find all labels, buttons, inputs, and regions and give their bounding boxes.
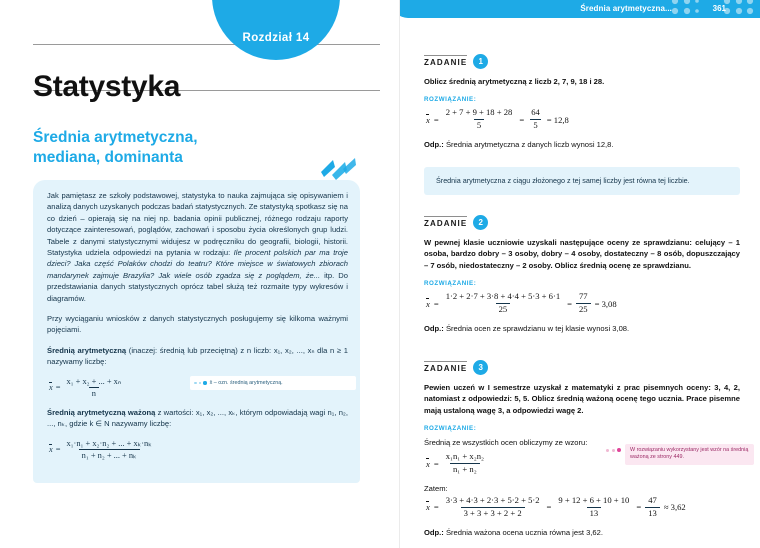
task-2-eq-2: = [567,298,572,309]
task-2-number-badge: 2 [473,215,488,230]
task-3-den-1: 3 + 3 + 3 + 2 + 2 [461,507,525,519]
task-2-answer [424,323,740,334]
formula-mean-lhs: x [49,383,53,393]
task-2-answer-text: Średnia ocen ze sprawdzianu w tej klasie wynosi 3,08. [443,323,630,333]
task-1-fraction-2 [528,108,543,131]
task-2-den-1: 25 [496,303,511,315]
task-3-formula-lhs: x [426,458,430,469]
task-2 [424,213,740,334]
task-1-eq-2: = [519,114,525,125]
task-3-solution-label: ROZWIĄZANIE: [424,425,477,433]
task-3-num-3: 47 [648,494,657,505]
task-2-eq-1: = [433,298,439,309]
task-3-answer-text: Średnia ważona ocena ucznia równa jest 3,62. [443,527,603,537]
definition-mean-term: Średnią arytmetyczną [47,345,127,355]
arrow-decoration-icon [318,150,360,184]
task-1-header [424,52,740,69]
chapter-badge [212,0,340,60]
task-2-calc-lhs: x [426,298,430,309]
pink-note-text: W rozwiązaniu wykorzystany jest wzór na średnią ważoną ze strony 449. [625,444,754,465]
task-1-eq-1: = [433,114,439,125]
task-2-result: = 3,08 [594,298,617,309]
running-header-title: Średnia arytmetyczna... [580,4,672,13]
task-3-lead-in: Średnią ze wszystkich ocen obliczymy ze wzoru: [424,438,588,448]
task-1-answer-label: Odp.: [424,140,444,150]
section-title [33,128,283,168]
task-1-calculation [426,108,740,131]
formula-mean-numerator: x₁ + x₂ + ... + xₙ [66,376,122,386]
task-3-calculation [426,496,740,519]
task-2-num-1: 1·2 + 2·7 + 3·8 + 4·4 + 5·3 + 6·1 [445,291,561,302]
task-1-answer [424,139,740,150]
section-title-line1: Średnia arytmetyczna, [33,129,198,146]
task-3-eq-3: = [636,502,642,513]
page-title: Statystyka [33,70,181,104]
task-1-num-1: 2 + 7 + 9 + 18 + 28 [445,107,513,118]
task-2-solution-label: ROZWIĄZANIE: [424,280,477,288]
task-1-label: ZADANIE [424,55,467,67]
definition-weighted-term: Średnią arytmetyczną ważoną [47,408,156,417]
intro-paragraph-2: Przy wyciąganiu wniosków z danych statystycznych posługujemy się kilkoma ważnymi pojęciami. [47,314,348,335]
task-3-answer-label: Odp.: [424,527,444,537]
margin-note-pink [606,444,754,465]
task-3-eq-1: = [433,502,439,513]
task-2-label: ZADANIE [424,216,467,228]
task-3-den-3: 13 [645,507,660,519]
task-2-calculation [426,292,740,315]
task-2-question: W pewnej klasie uczniowie uzyskali następujące oceny ze sprawdzianu: celujący – 1 osoba, bardzo dobry – 3 osoby, dobry – 4 osoby, dostateczny – 8 osób, dopuszczający – 7 osób, niedostateczny – 2 osoby. Oblicz średnią ocenę ze sprawdzianu. [424,238,740,270]
right-page [400,0,760,548]
task-3-fraction-2 [555,496,632,519]
title-rule-top [33,44,380,45]
task-3-calc-lhs: x [426,502,430,513]
task-3-answer [424,527,740,538]
task-3-formula-num: x₁n₁ + x₂n₂ [445,451,485,462]
task-3-header [424,358,740,375]
note-dots-icon [194,381,207,384]
side-note-text: x̄ – ozn. średnią arytmetyczną. [209,380,283,386]
task-2-header [424,213,740,230]
definition-mean [47,345,348,368]
definition-weighted-mean [47,407,348,430]
formula-weighted-mean [49,439,348,461]
chapter-label: Rozdział 14 [242,32,310,44]
task-1-number-badge: 1 [473,54,488,69]
task-1-fraction-1 [443,108,516,131]
task-2-den-2: 25 [576,303,591,315]
pink-note-dots-icon [606,444,621,452]
task-2-num-2: 77 [579,291,588,302]
info-box: Średnia arytmetyczna z ciągu złożonego z tej samej liczby jest równa tej liczbie. [424,167,740,195]
side-note-chip [190,376,356,390]
task-1-result: = 12,8 [546,114,569,125]
task-2-fraction-1 [443,292,563,315]
task-3-formula-eq: = [433,458,439,469]
task-3-result: ≈ 3,62 [663,502,686,513]
definition-mean-rest: (inaczej: średnią lub przeciętną) z n liczb: x₁, x₂, ..., xₙ dla n ≥ 1 nazywamy liczbę: [47,345,348,367]
task-3-formula-fraction [443,452,487,475]
running-header [400,0,760,18]
task-3-num-2: 9 + 12 + 6 + 10 + 10 [558,494,630,505]
task-3-formula-den: n₁ + n₂ [450,463,480,475]
formula-weighted-fraction [63,439,154,461]
intro-p1-italic: Ile procent polskich par ma troje dzieci? Jaka część Polaków chodzi do teatru? Które miejsce w światowych zbiorach mandarynek zajmuje Brazylia? Jak wiele osób zgadza się z poglądem, że... [47,248,348,280]
task-1-num-2: 64 [531,107,540,118]
task-3-num-1: 3·3 + 4·3 + 2·3 + 5·2 + 5·2 [445,494,540,505]
section-title-line2: mediana, dominanta [33,149,183,166]
formula-mean-equals: = [55,383,61,393]
task-3-eq-2: = [546,502,552,513]
task-2-fraction-2 [576,292,591,315]
formula-mean-denominator: n [89,387,99,399]
task-1-answer-text: Średnia arytmetyczna z danych liczb wynosi 12,8. [443,140,614,150]
task-1-calc-lhs: x [426,114,430,125]
task-1-solution-label: ROZWIĄZANIE: [424,96,477,104]
task-3-label: ZADANIE [424,361,467,373]
task-1-den-2: 5 [530,119,540,131]
formula-weighted-equals: = [55,445,61,455]
task-1 [424,52,740,150]
formula-weighted-numerator: x₁·n₁ + x₂·n₂ + ... + xₖ·nₖ [66,438,152,448]
formula-weighted-lhs: x [49,445,53,455]
task-1-question: Oblicz średnią arytmetyczną z liczb 2, 7, 9, 18 i 28. [424,77,605,86]
intro-p1-main: Jak pamiętasz ze szkoły podstawowej, statystyka to nauka zajmująca się opisywaniem i analizą danych uzyskanych podczas badań statystycznych. Ze statystyką spotkasz się na co dzień – opierają się na niej np. badania opinii publicznej, różnego rodzaju raporty dotyczące zainteresowań, poglądów, zachowań i sposobu życia określonych grup ludzi. Tabele z danymi statystycznymi widujesz w podręczniku do geografii, biologii, historii. Statystyka udziela odpowiedzi na pytania w rodzaju: [47,191,348,258]
task-3-fraction-3 [645,496,660,519]
task-3-den-2: 13 [587,507,602,519]
intro-blue-card [33,180,360,483]
task-3-question: Pewien uczeń w I semestrze uzyskał z matematyki z prac pisemnych oceny: 3, 4, 2, natomiast z odpowiedzi: 5, 5. Oblicz średnią ważoną ocenę tego ucznia. Prace pisemne mają ustaloną wagę 3, a odpowiedzi wagę 2. [424,383,740,415]
intro-p1-tail: itp. Do przedstawiania danych statystycznych oprócz tabel służą też rozmaite typy wykresów i diagramów. [47,270,348,303]
formula-mean-fraction [63,377,124,399]
page-number: 361 [712,3,726,13]
definition-weighted-rest: z wartości: x₁, x₂, ..., xₖ, którym odpowiadają wagi n₁, n₂, ..., nₖ, gdzie k ∈ N nazywamy liczbę: [47,408,348,429]
task-1-den-1: 5 [474,119,484,131]
task-3-zatem: Zatem: [424,483,448,493]
intro-paragraph-1 [47,190,348,304]
task-3-number-badge: 3 [473,360,488,375]
task-3-fraction-1 [443,496,543,519]
task-2-answer-label: Odp.: [424,323,444,333]
formula-weighted-denominator: n₁ + n₂ + ... + nₖ [79,449,140,461]
